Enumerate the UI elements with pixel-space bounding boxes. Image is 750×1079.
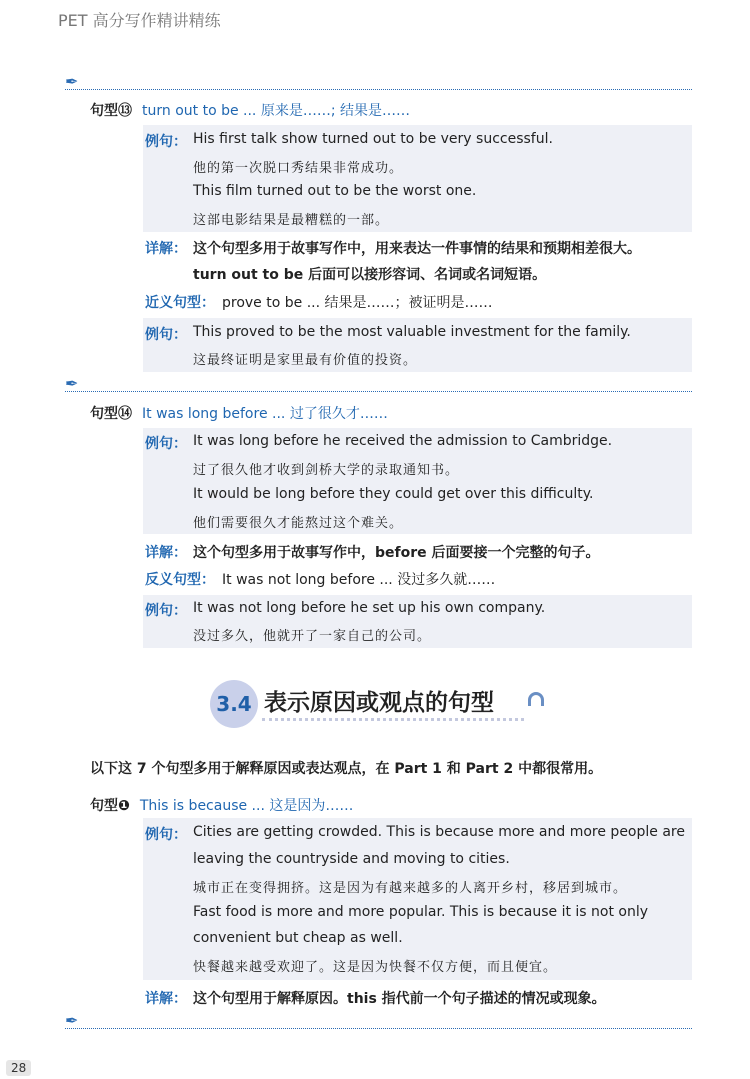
pattern-13-heading xyxy=(90,100,410,120)
pattern-title: It was long before ... 过了很久才…… xyxy=(142,406,388,422)
example-zh: 这部电影结果是最糟糕的一部。 xyxy=(193,213,390,228)
example-en: Cities are getting crowded. This is because more and more people are xyxy=(193,824,685,840)
pattern-number: 句型⑭ xyxy=(90,406,132,422)
explanation-text: turn out to be 后面可以接形容词、名词或名词短语。 xyxy=(193,267,547,283)
synonym-label: 近义句型： xyxy=(145,295,215,311)
example-zh: 这最终证明是家里最有价值的投资。 xyxy=(193,353,418,368)
example-zh: 他们需要很久才能熬过这个难关。 xyxy=(193,516,404,531)
pen-icon: ✒ xyxy=(65,72,79,91)
example-box xyxy=(143,125,692,232)
example-zh: 没过多久，他就开了一家自己的公司。 xyxy=(193,629,432,644)
pattern-number: 句型❶ xyxy=(90,798,130,814)
headphones-icon[interactable] xyxy=(528,692,544,706)
example-en: It was not long before he set up his own company. xyxy=(193,600,546,616)
pen-icon: ✒ xyxy=(65,374,79,393)
pen-icon: ✒ xyxy=(65,1011,79,1030)
example-en: convenient but cheap as well. xyxy=(193,930,403,946)
synonym-text: prove to be ... 结果是……；被证明是…… xyxy=(222,295,493,311)
example-box xyxy=(143,595,692,648)
example-en: This film turned out to be the worst one. xyxy=(193,183,477,199)
section-title: 表示原因或观点的句型 xyxy=(264,690,494,716)
example-en: It was long before he received the admission to Cambridge. xyxy=(193,433,613,449)
explanation-text: 这个句型多用于故事写作中，before 后面要接一个完整的句子。 xyxy=(193,545,600,561)
explanation-label: 详解： xyxy=(145,991,187,1007)
section-underline xyxy=(262,718,524,721)
example-box xyxy=(143,818,692,980)
explanation-label: 详解： xyxy=(145,545,187,561)
example-en: Fast food is more and more popular. This is because it is not only xyxy=(193,904,649,920)
example-label: 例句： xyxy=(145,603,187,619)
example-en: It would be long before they could get over this difficulty. xyxy=(193,486,594,502)
explanation-text: 这个句型多用于故事写作中，用来表达一件事情的结果和预期相差很大。 xyxy=(193,241,641,257)
example-en: This proved to be the most valuable investment for the family. xyxy=(193,324,631,340)
example-zh: 城市正在变得拥挤。这是因为有越来越多的人离开乡村，移居到城市。 xyxy=(193,881,628,896)
page-number: 28 xyxy=(6,1060,31,1076)
divider xyxy=(65,72,692,91)
example-box xyxy=(143,428,692,534)
example-zh: 他的第一次脱口秀结果非常成功。 xyxy=(193,161,404,176)
explanation-text: 这个句型用于解释原因。this 指代前一个句子描述的情况或现象。 xyxy=(193,991,606,1007)
antonym-text: It was not long before ... 没过多久就…… xyxy=(222,572,496,588)
section-heading xyxy=(210,678,550,728)
antonym-label: 反义句型： xyxy=(145,572,215,588)
example-label: 例句： xyxy=(145,327,187,343)
example-box xyxy=(143,318,692,372)
pattern-1-heading xyxy=(90,795,353,815)
example-label: 例句： xyxy=(145,436,187,452)
section-number-badge: 3.4 xyxy=(210,680,258,728)
pattern-title: This is because ... 这是因为…… xyxy=(139,798,354,814)
example-label: 例句： xyxy=(145,827,187,843)
example-en: leaving the countryside and moving to cities. xyxy=(193,851,510,867)
example-zh: 过了很久他才收到剑桥大学的录取通知书。 xyxy=(193,463,460,478)
divider xyxy=(65,1011,692,1030)
example-label: 例句： xyxy=(145,134,187,150)
explanation-label: 详解： xyxy=(145,241,187,257)
divider xyxy=(65,374,692,393)
pattern-title: turn out to be ... 原来是……; 结果是…… xyxy=(142,103,410,119)
intro-text: 以下这 7 个句型多用于解释原因或表达观点，在 Part 1 和 Part 2 中都很常用。 xyxy=(90,761,603,777)
running-header: PET 高分写作精讲精练 xyxy=(58,11,221,30)
example-zh: 快餐越来越受欢迎了。这是因为快餐不仅方便，而且便宜。 xyxy=(193,960,558,975)
pattern-number: 句型⑬ xyxy=(90,103,132,119)
pattern-14-heading xyxy=(90,403,388,423)
example-en: His first talk show turned out to be very successful. xyxy=(193,131,553,147)
